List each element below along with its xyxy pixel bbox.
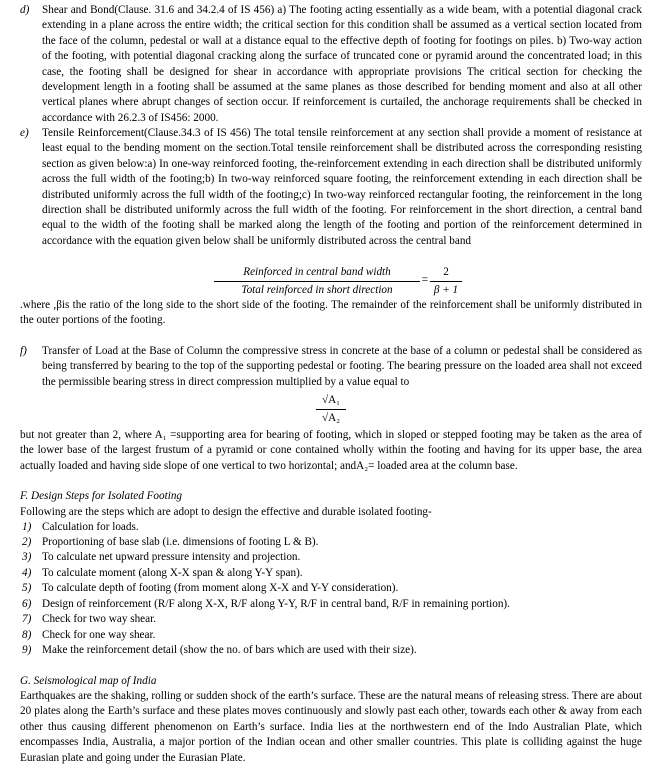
item-f-marker: f) bbox=[20, 345, 27, 357]
step-number: 7) bbox=[22, 613, 32, 625]
root-area-ratio-equation bbox=[316, 393, 346, 427]
section-f-heading: F. Design Steps for Isolated Footing bbox=[20, 490, 183, 502]
item-d-paragraph: Shear and Bond(Clause. 31.6 and 34.2.4 of IS 456) a) The footing acting essentially as a wide beam, with a potential diagonal crack extending in a plane across the entire width; the critical section for this condition shall be assumed as a vertical section located from the face of the column, pedestal or wall at a distance equal to the effective depth of footing for footings on piles. b) Two-way action of the footing, with potential diagonal cracking along the surface of truncated cone or pyramid around the concentrated load; in this case, the footing shall be designed for shear in accordance with appropriate provisions The critical section for checking the development length in a footing shall be assumed at the same planes as those described for bending moment and also at all other vertical planes where abrupt changes of section occur. If reinforcement is curtailed, the anchorage requirements shall be checked in accordance with 26.2.3 of IS456: 2000. bbox=[42, 4, 642, 124]
section-g-paragraph: Earthquakes are the shaking, rolling or sudden shock of the earth’s surface. These are the natural means of releasing stress. There are about 20 plates along the Earth’s surface and these plates moves continuously and slowly past each other, towards each other & away from each other thus causing different phenomenon on Earth’s surface. India lies at the northwestern end of the Indo Australian Plate, which encompasses India, Australia, a major portion of the Indian ocean and other smaller countries. This plate is colliding against the huge Eurasian plate and going under the Eurasian Plate. bbox=[20, 690, 642, 764]
step-text: To calculate depth of footing (from moment along X-X and Y-Y consideration). bbox=[42, 582, 399, 594]
item-f-after-paragraph: but not greater than 2, where A₁ =supporting area for bearing of footing, which in sloped or stepped footing may be taken as the area of the lower base of the largest frustum of a pyramid or cone contained wholly within the footing and having for its upper base, the area actually loaded and having side slope of one vertical to two horizontal; andA₂= loaded area at the column base. bbox=[20, 429, 642, 472]
item-f-paragraph: Transfer of Load at the Base of Column the compressive stress in concrete at the base of a column or pedestal shall be considered as being transferred by bearing to the top of the supporting pedestal or footing. The bearing pressure on the loaded area shall not exceed the permissible bearing stress in direct compression multiplied by a value equal to bbox=[42, 345, 642, 388]
equation-lhs-fraction bbox=[214, 265, 420, 299]
item-e-paragraph: Tensile Reinforcement(Clause.34.3 of IS 456) The total tensile reinforcement at any section shall provide a moment of resistance at least equal to the bending moment on the section.Total tensile reinforcement shall be distributed across the corresponding resisting section as given below:a) In one-way reinforced footing, the-reinforcement extending in each direction shall be distributed uniformly across the full width of the footing;b) In two-way reinforced square footing, the reinforcement extending in each direction shall be distributed uniformly across the full width of the footing;c) In two-way reinforced rectangular footing, the reinforcement in the long direction shall be distributed uniformly across the full width of the footing. For reinforcement in the short direction, a central band equal to the width of the footing shall be marked along the length of the footing and portion of the reinforcement determined in accordance with the equation given below shall be uniformly distributed across the central band bbox=[42, 127, 642, 247]
equation-rhs-denominator: β + 1 bbox=[433, 284, 459, 297]
section-f-intro: Following are the steps which are adopt to design the effective and durable isolated footing- bbox=[20, 506, 432, 518]
item-d-marker: d) bbox=[20, 4, 30, 16]
root-a2-denominator: √A₂ bbox=[321, 412, 341, 425]
equation-lhs-numerator: Reinforced in central band width bbox=[243, 266, 391, 278]
step-text: To calculate moment (along X-X span & along Y-Y span). bbox=[42, 567, 303, 579]
step-text: Design of reinforcement (R/F along X-X, R/F along Y-Y, R/F in central band, R/F in remaining portion). bbox=[42, 598, 510, 610]
step-number: 3) bbox=[22, 551, 32, 563]
step-number: 6) bbox=[22, 598, 32, 610]
step-text: Proportioning of base slab (i.e. dimensions of footing L & B). bbox=[42, 536, 319, 548]
equation-equals-sign: = bbox=[421, 274, 429, 286]
section-g-heading: G. Seismological map of India bbox=[20, 675, 157, 687]
step-number: 1) bbox=[22, 521, 32, 533]
root-a1-numerator: √A₁ bbox=[321, 394, 341, 406]
step-text: Make the reinforcement detail (show the no. of bars which are used with their size). bbox=[42, 644, 417, 656]
step-number: 9) bbox=[22, 644, 32, 656]
step-number: 8) bbox=[22, 629, 32, 641]
step-text: Calculation for loads. bbox=[42, 521, 139, 533]
item-e-marker: e) bbox=[20, 127, 29, 139]
step-number: 5) bbox=[22, 582, 32, 594]
step-text: Check for two way shear. bbox=[42, 613, 157, 625]
step-number: 4) bbox=[22, 567, 32, 579]
step-text: Check for one way shear. bbox=[42, 629, 156, 641]
step-number: 2) bbox=[22, 536, 32, 548]
item-e-after-paragraph: .where ,βis the ratio of the long side to the short side of the footing. The remainder of the reinforcement shall be uniformly distributed in the outer portions of the footing. bbox=[20, 299, 642, 327]
step-text: To calculate net upward pressure intensity and projection. bbox=[42, 551, 301, 563]
equation-rhs-numerator: 2 bbox=[443, 266, 449, 278]
equation-rhs-fraction bbox=[430, 265, 462, 299]
equation-lhs-denominator: Total reinforced in short direction bbox=[241, 284, 393, 297]
